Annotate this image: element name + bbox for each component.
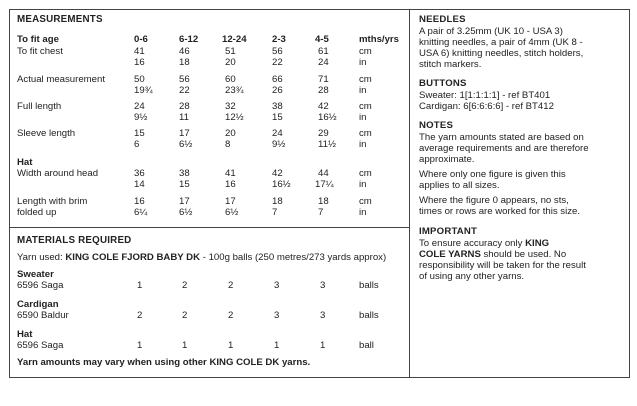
ball-count: 2 — [182, 310, 188, 321]
in-value: 6½ — [179, 139, 193, 150]
header-unit: mths/yrs — [359, 34, 399, 45]
cm-value: 36 — [134, 168, 145, 179]
important-text: should be used. No — [480, 249, 567, 260]
cm-value: 20 — [225, 128, 236, 139]
yarn-used-suffix: - 100g balls (250 metres/273 yards approx) — [200, 252, 387, 263]
cm-value: 41 — [225, 168, 236, 179]
header-size: 6-12 — [179, 34, 199, 45]
in-value: 7 — [318, 207, 324, 218]
in-value: 19¾ — [134, 85, 153, 96]
cm-value: 16 — [134, 196, 145, 207]
unit: balls — [359, 280, 379, 291]
in-value: 15 — [179, 179, 190, 190]
cm-unit: cm — [359, 46, 372, 57]
in-value: 16 — [134, 57, 145, 68]
in-value: 7 — [272, 207, 278, 218]
in-value: 6¼ — [134, 207, 148, 218]
in-unit: in — [359, 112, 367, 123]
materials-footer: Yarn amounts may vary when using other KING COLE DK yarns. — [17, 357, 311, 368]
cm-unit: cm — [359, 101, 372, 112]
in-value: 16½ — [272, 179, 291, 190]
in-unit: in — [359, 85, 367, 96]
notes-line: Where only one figure is given this — [419, 169, 566, 180]
group-name: Hat — [17, 329, 33, 340]
notes-line: average requirements and are therefore — [419, 143, 589, 154]
header-size: 4-5 — [315, 34, 329, 45]
in-unit: in — [359, 57, 367, 68]
cm-value: 18 — [318, 196, 329, 207]
cm-value: 32 — [225, 101, 236, 112]
hat-subheading: Hat — [17, 157, 33, 168]
cm-value: 24 — [272, 128, 283, 139]
cm-value: 42 — [318, 101, 329, 112]
unit: ball — [359, 340, 374, 351]
buttons-line: Sweater: 1[1:1:1:1] - ref BT401 — [419, 90, 551, 101]
brand-name: COLE YARNS — [419, 249, 481, 260]
notes-line: applies to all sizes. — [419, 180, 500, 191]
ball-count: 3 — [320, 310, 326, 321]
materials-heading: MATERIALS REQUIRED — [17, 235, 132, 246]
cm-unit: cm — [359, 74, 372, 85]
ball-count: 2 — [228, 310, 234, 321]
ball-count: 1 — [274, 340, 280, 351]
notes-line: approximate. — [419, 154, 475, 165]
in-value: 11½ — [318, 139, 336, 150]
in-value: 8 — [225, 139, 231, 150]
cm-value: 29 — [318, 128, 329, 139]
in-value: 6½ — [225, 207, 239, 218]
row-label: Actual measurement — [17, 74, 105, 85]
important-line — [419, 238, 621, 249]
cm-value: 61 — [318, 46, 329, 57]
cm-value: 17 — [179, 128, 190, 139]
in-value: 20 — [225, 57, 236, 68]
buttons-heading: BUTTONS — [419, 78, 467, 89]
needles-line: stitch markers. — [419, 59, 482, 70]
cm-value: 71 — [318, 74, 329, 85]
notes-line: times or rows are worked for this size. — [419, 206, 581, 217]
in-value: 24 — [318, 57, 329, 68]
yarn-used-line — [17, 252, 386, 263]
in-value: 23¾ — [225, 85, 244, 96]
shade: 6590 Baldur — [17, 310, 69, 321]
buttons-line: Cardigan: 6[6:6:6:6] - ref BT412 — [419, 101, 554, 112]
cm-value: 51 — [225, 46, 236, 57]
ball-count: 2 — [137, 310, 143, 321]
important-line: of using any other yarns. — [419, 271, 525, 282]
in-value: 15 — [272, 112, 283, 123]
ball-count: 3 — [320, 280, 326, 291]
row-label: Full length — [17, 101, 62, 112]
in-value: 12½ — [225, 112, 244, 123]
yarn-name: KING COLE FJORD BABY DK — [65, 252, 201, 263]
needles-heading: NEEDLES — [419, 14, 466, 25]
important-heading: IMPORTANT — [419, 226, 478, 237]
column-divider — [409, 9, 410, 378]
cm-unit: cm — [359, 168, 372, 179]
cm-value: 46 — [179, 46, 190, 57]
cm-value: 17 — [179, 196, 190, 207]
cm-value: 17 — [225, 196, 236, 207]
header-size: 0-6 — [134, 34, 148, 45]
needles-line: knitting needles, a pair of 4mm (UK 8 - — [419, 37, 583, 48]
notes-heading: NOTES — [419, 120, 454, 131]
in-value: 18 — [179, 57, 190, 68]
cm-value: 50 — [134, 74, 145, 85]
ball-count: 3 — [274, 280, 280, 291]
important-line: responsibility will be taken for the result — [419, 260, 586, 271]
cm-value: 66 — [272, 74, 283, 85]
in-value: 16½ — [318, 112, 337, 123]
ball-count: 1 — [137, 340, 143, 351]
needles-line: USA 6) knitting needles, stitch holders, — [419, 48, 584, 59]
important-line — [419, 249, 621, 260]
in-value: 11 — [179, 112, 189, 123]
row-label: Sleeve length — [17, 128, 76, 139]
header-size: 12-24 — [222, 34, 247, 45]
in-value: 9½ — [272, 139, 286, 150]
brand-name: KING — [525, 238, 550, 249]
row-label-line2: folded up — [17, 207, 57, 218]
in-value: 14 — [134, 179, 145, 190]
in-unit: in — [359, 139, 367, 150]
in-value: 22 — [179, 85, 190, 96]
row-label: To fit chest — [17, 46, 63, 57]
cm-value: 38 — [179, 168, 190, 179]
cm-value: 60 — [225, 74, 236, 85]
cm-value: 56 — [272, 46, 283, 57]
in-unit: in — [359, 207, 367, 218]
cm-unit: cm — [359, 128, 372, 139]
cm-unit: cm — [359, 196, 372, 207]
in-value: 17¼ — [315, 179, 334, 190]
cm-value: 15 — [134, 128, 145, 139]
group-name: Cardigan — [17, 299, 59, 310]
cm-value: 44 — [318, 168, 329, 179]
measurements-heading: MEASUREMENTS — [17, 14, 103, 25]
cm-value: 24 — [134, 101, 145, 112]
cm-value: 38 — [272, 101, 283, 112]
cm-value: 28 — [179, 101, 190, 112]
unit: balls — [359, 310, 379, 321]
in-value: 26 — [272, 85, 283, 96]
shade: 6596 Saga — [17, 340, 64, 351]
in-value: 6 — [134, 139, 140, 150]
row-label: Length with brim — [17, 196, 88, 207]
cm-value: 42 — [272, 168, 283, 179]
ball-count: 2 — [182, 280, 188, 291]
important-text: To ensure accuracy only — [419, 238, 526, 249]
in-value: 6½ — [179, 207, 193, 218]
ball-count: 1 — [182, 340, 188, 351]
shade: 6596 Saga — [17, 280, 64, 291]
yarn-used-prefix: Yarn used: — [17, 252, 63, 263]
ball-count: 1 — [137, 280, 143, 291]
section-divider — [9, 227, 410, 228]
ball-count: 3 — [274, 310, 280, 321]
in-value: 16 — [225, 179, 236, 190]
cm-value: 41 — [134, 46, 145, 57]
cm-value: 56 — [179, 74, 190, 85]
notes-line: Where the figure 0 appears, no sts, — [419, 195, 569, 206]
ball-count: 1 — [228, 340, 234, 351]
notes-line: The yarn amounts stated are based on — [419, 132, 584, 143]
row-label: Width around head — [17, 168, 99, 179]
group-name: Sweater — [17, 269, 54, 280]
header-size: 2-3 — [272, 34, 286, 45]
ball-count: 1 — [320, 340, 326, 351]
in-value: 22 — [272, 57, 283, 68]
in-value: 28 — [318, 85, 329, 96]
needles-line: A pair of 3.25mm (UK 10 - USA 3) — [419, 26, 563, 37]
in-value: 9½ — [134, 112, 148, 123]
ball-count: 2 — [228, 280, 234, 291]
cm-value: 18 — [272, 196, 283, 207]
in-unit: in — [359, 179, 367, 190]
header-label: To fit age — [17, 34, 59, 45]
